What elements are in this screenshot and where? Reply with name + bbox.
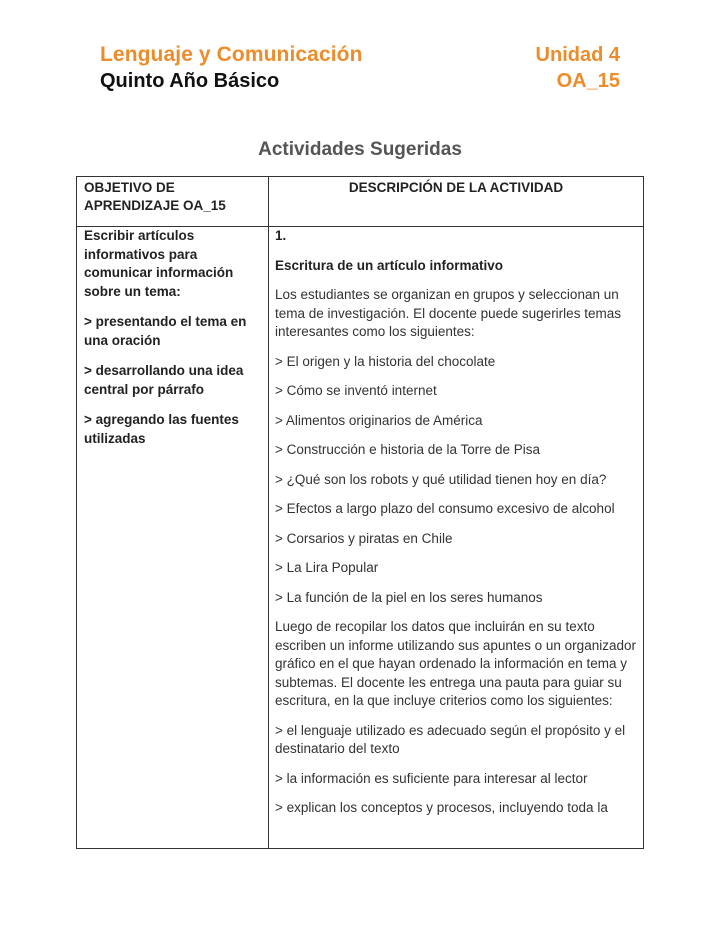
topic-item: > Corsarios y piratas en Chile — [275, 530, 453, 546]
description-header: DESCRIPCIÓN DE LA ACTIVIDAD — [348, 180, 564, 195]
section-title: Actividades Sugeridas — [258, 139, 462, 160]
topic-item: > Cómo se inventó internet — [275, 383, 437, 398]
criteria-item: > el lenguaje utilizado es adecuado según el propósito y el destinatario del texto — [275, 722, 626, 756]
objective-text: Escribir artículos informativos para comunicar información sobre un tema: — [84, 228, 234, 299]
activity-table — [76, 176, 644, 849]
subject-title: Lenguaje y Comunicación — [100, 43, 363, 66]
topic-item: > Efectos a largo plazo del consumo excesivo de alcohol — [275, 501, 615, 516]
objective-item: > desarrollando una idea central por párrafo — [84, 363, 244, 397]
unit-label: Unidad 4 — [535, 44, 620, 66]
activity-title: Escritura de un artículo informativo — [275, 257, 504, 273]
page-header — [100, 42, 620, 98]
topic-item: > El origen y la historia del chocolate — [275, 353, 496, 369]
header-right — [536, 42, 620, 94]
grade-title: Quinto Año Básico — [100, 70, 280, 92]
oa-label: OA_15 — [556, 70, 620, 92]
description-content — [275, 227, 641, 829]
objective-header: OBJETIVO DE APRENDIZAJE OA_15 — [84, 180, 226, 213]
activity-number: 1. — [275, 228, 287, 243]
header-left — [100, 42, 363, 94]
topic-item: > La función de la piel en los seres humanos — [275, 589, 543, 605]
description-cell — [269, 227, 643, 848]
description-paragraph: Luego de recopilar los datos que incluirán en su texto escriben un informe utilizando sus apuntes o un organizador gráfico en el que hayan ordenado la información en tema y subtemas. El docente les entrega una pauta para guiar su escritura, en la que incluye criterios como los siguientes: — [275, 619, 636, 708]
topic-item: > Alimentos originarios de América — [275, 412, 483, 428]
description-paragraph: Los estudiantes se organizan en grupos y seleccionan un tema de investigación. El docente puede sugerirles temas interesantes como los siguientes: — [275, 287, 621, 339]
criteria-item: > explican los conceptos y procesos, incluyendo toda la — [275, 800, 608, 815]
topic-item: > La Lira Popular — [275, 560, 379, 575]
objective-item: > agregando las fuentes utilizadas — [84, 412, 239, 446]
topic-item: > Construcción e historia de la Torre de Pisa — [275, 442, 541, 457]
objective-item: > presentando el tema en una oración — [84, 314, 247, 348]
objective-cell — [84, 227, 266, 460]
criteria-item: > la información es suficiente para interesar al lector — [275, 770, 588, 786]
topic-item: > ¿Qué son los robots y qué utilidad tienen hoy en día? — [275, 471, 607, 487]
